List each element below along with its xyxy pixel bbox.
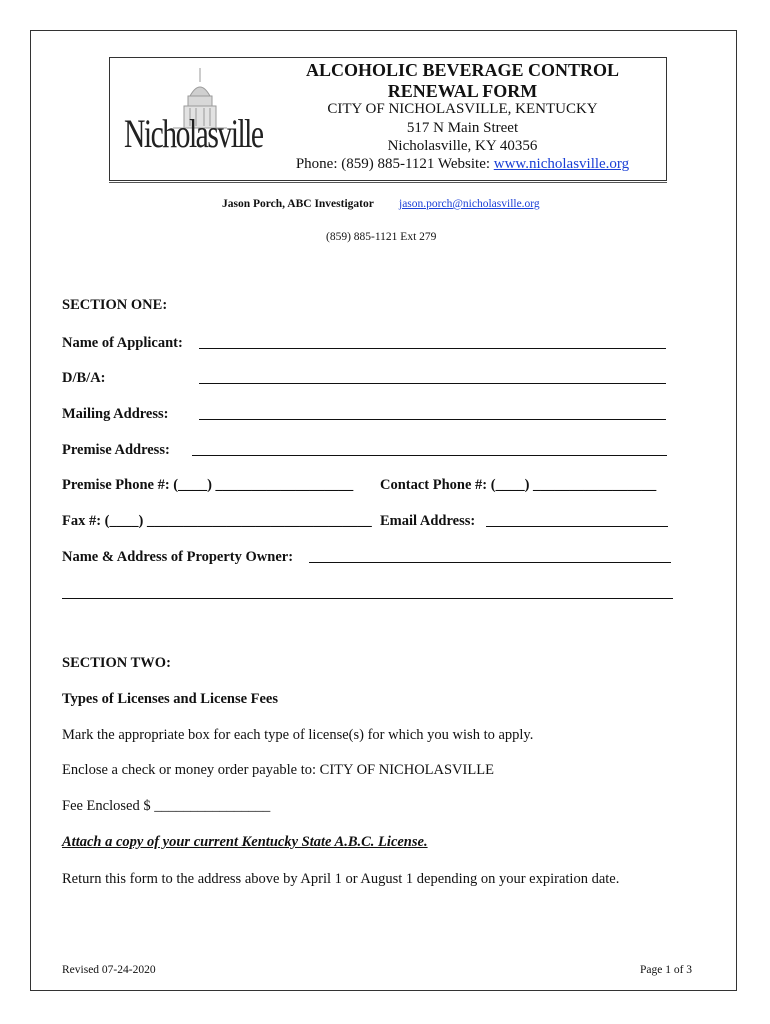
section-one-heading: SECTION ONE:: [62, 297, 168, 313]
instruction-mark-box: Mark the appropriate box for each type of license(s) for which you wish to apply.: [62, 727, 534, 743]
form-subtitle: RENEWAL FORM: [387, 81, 538, 101]
license-types-heading: Types of Licenses and License Fees: [62, 691, 279, 707]
attach-license-notice: Attach a copy of your current Kentucky State A.B.C. License.: [62, 834, 428, 850]
revision-date: Revised 07-24-2020: [62, 964, 156, 976]
section-two-heading: SECTION TWO:: [62, 655, 171, 671]
street-address: 517 N Main Street: [406, 120, 519, 136]
property-owner-label: Name & Address of Property Owner:: [62, 549, 294, 565]
return-form-notice: Return this form to the address above by April 1 or August 1 depending on your expiration date.: [62, 871, 620, 887]
instruction-payable-to: Enclose a check or money order payable to: CITY OF NICHOLASVILLE: [62, 762, 494, 778]
premise-address-label: Premise Address:: [62, 442, 170, 458]
page-number: Page 1 of 3: [640, 964, 693, 976]
mailing-address-field[interactable]: [199, 419, 666, 420]
dba-field[interactable]: [199, 383, 666, 384]
fee-enclosed-field[interactable]: Fee Enclosed $ ________________: [62, 798, 271, 814]
investigator-email-link[interactable]: jason.porch@nicholasville.org: [399, 198, 540, 210]
city-state-zip: Nicholasville, KY 40356: [387, 138, 538, 154]
fax-field[interactable]: Fax #: (____) _______________________________: [62, 513, 372, 529]
investigator-name: Jason Porch, ABC Investigator: [222, 198, 374, 210]
name-of-applicant-field[interactable]: [199, 348, 666, 349]
logo-wordmark: Nicholasville: [124, 111, 263, 156]
investigator-phone: (859) 885-1121 Ext 279: [326, 231, 437, 243]
city-name: CITY OF NICHOLASVILLE, KENTUCKY: [327, 101, 598, 117]
mailing-address-label: Mailing Address:: [62, 406, 169, 422]
premise-address-field[interactable]: [192, 455, 667, 456]
property-owner-field[interactable]: [309, 562, 671, 563]
email-address-label: Email Address:: [380, 513, 476, 529]
property-owner-field-line2[interactable]: [62, 598, 673, 599]
email-address-field[interactable]: [486, 526, 668, 527]
phone-text: Phone: (859) 885-1121 Website:: [295, 156, 494, 172]
contact-phone-field[interactable]: Contact Phone #: (____) _________________: [380, 477, 657, 493]
website-link[interactable]: www.nicholasville.org: [493, 156, 630, 172]
form-title: ALCOHOLIC BEVERAGE CONTROL: [305, 60, 620, 80]
dba-label: D/B/A:: [62, 370, 106, 386]
name-of-applicant-label: Name of Applicant:: [62, 335, 183, 351]
premise-phone-field[interactable]: Premise Phone #: (____) ___________________: [62, 477, 354, 493]
phone-website-line: [290, 156, 635, 173]
